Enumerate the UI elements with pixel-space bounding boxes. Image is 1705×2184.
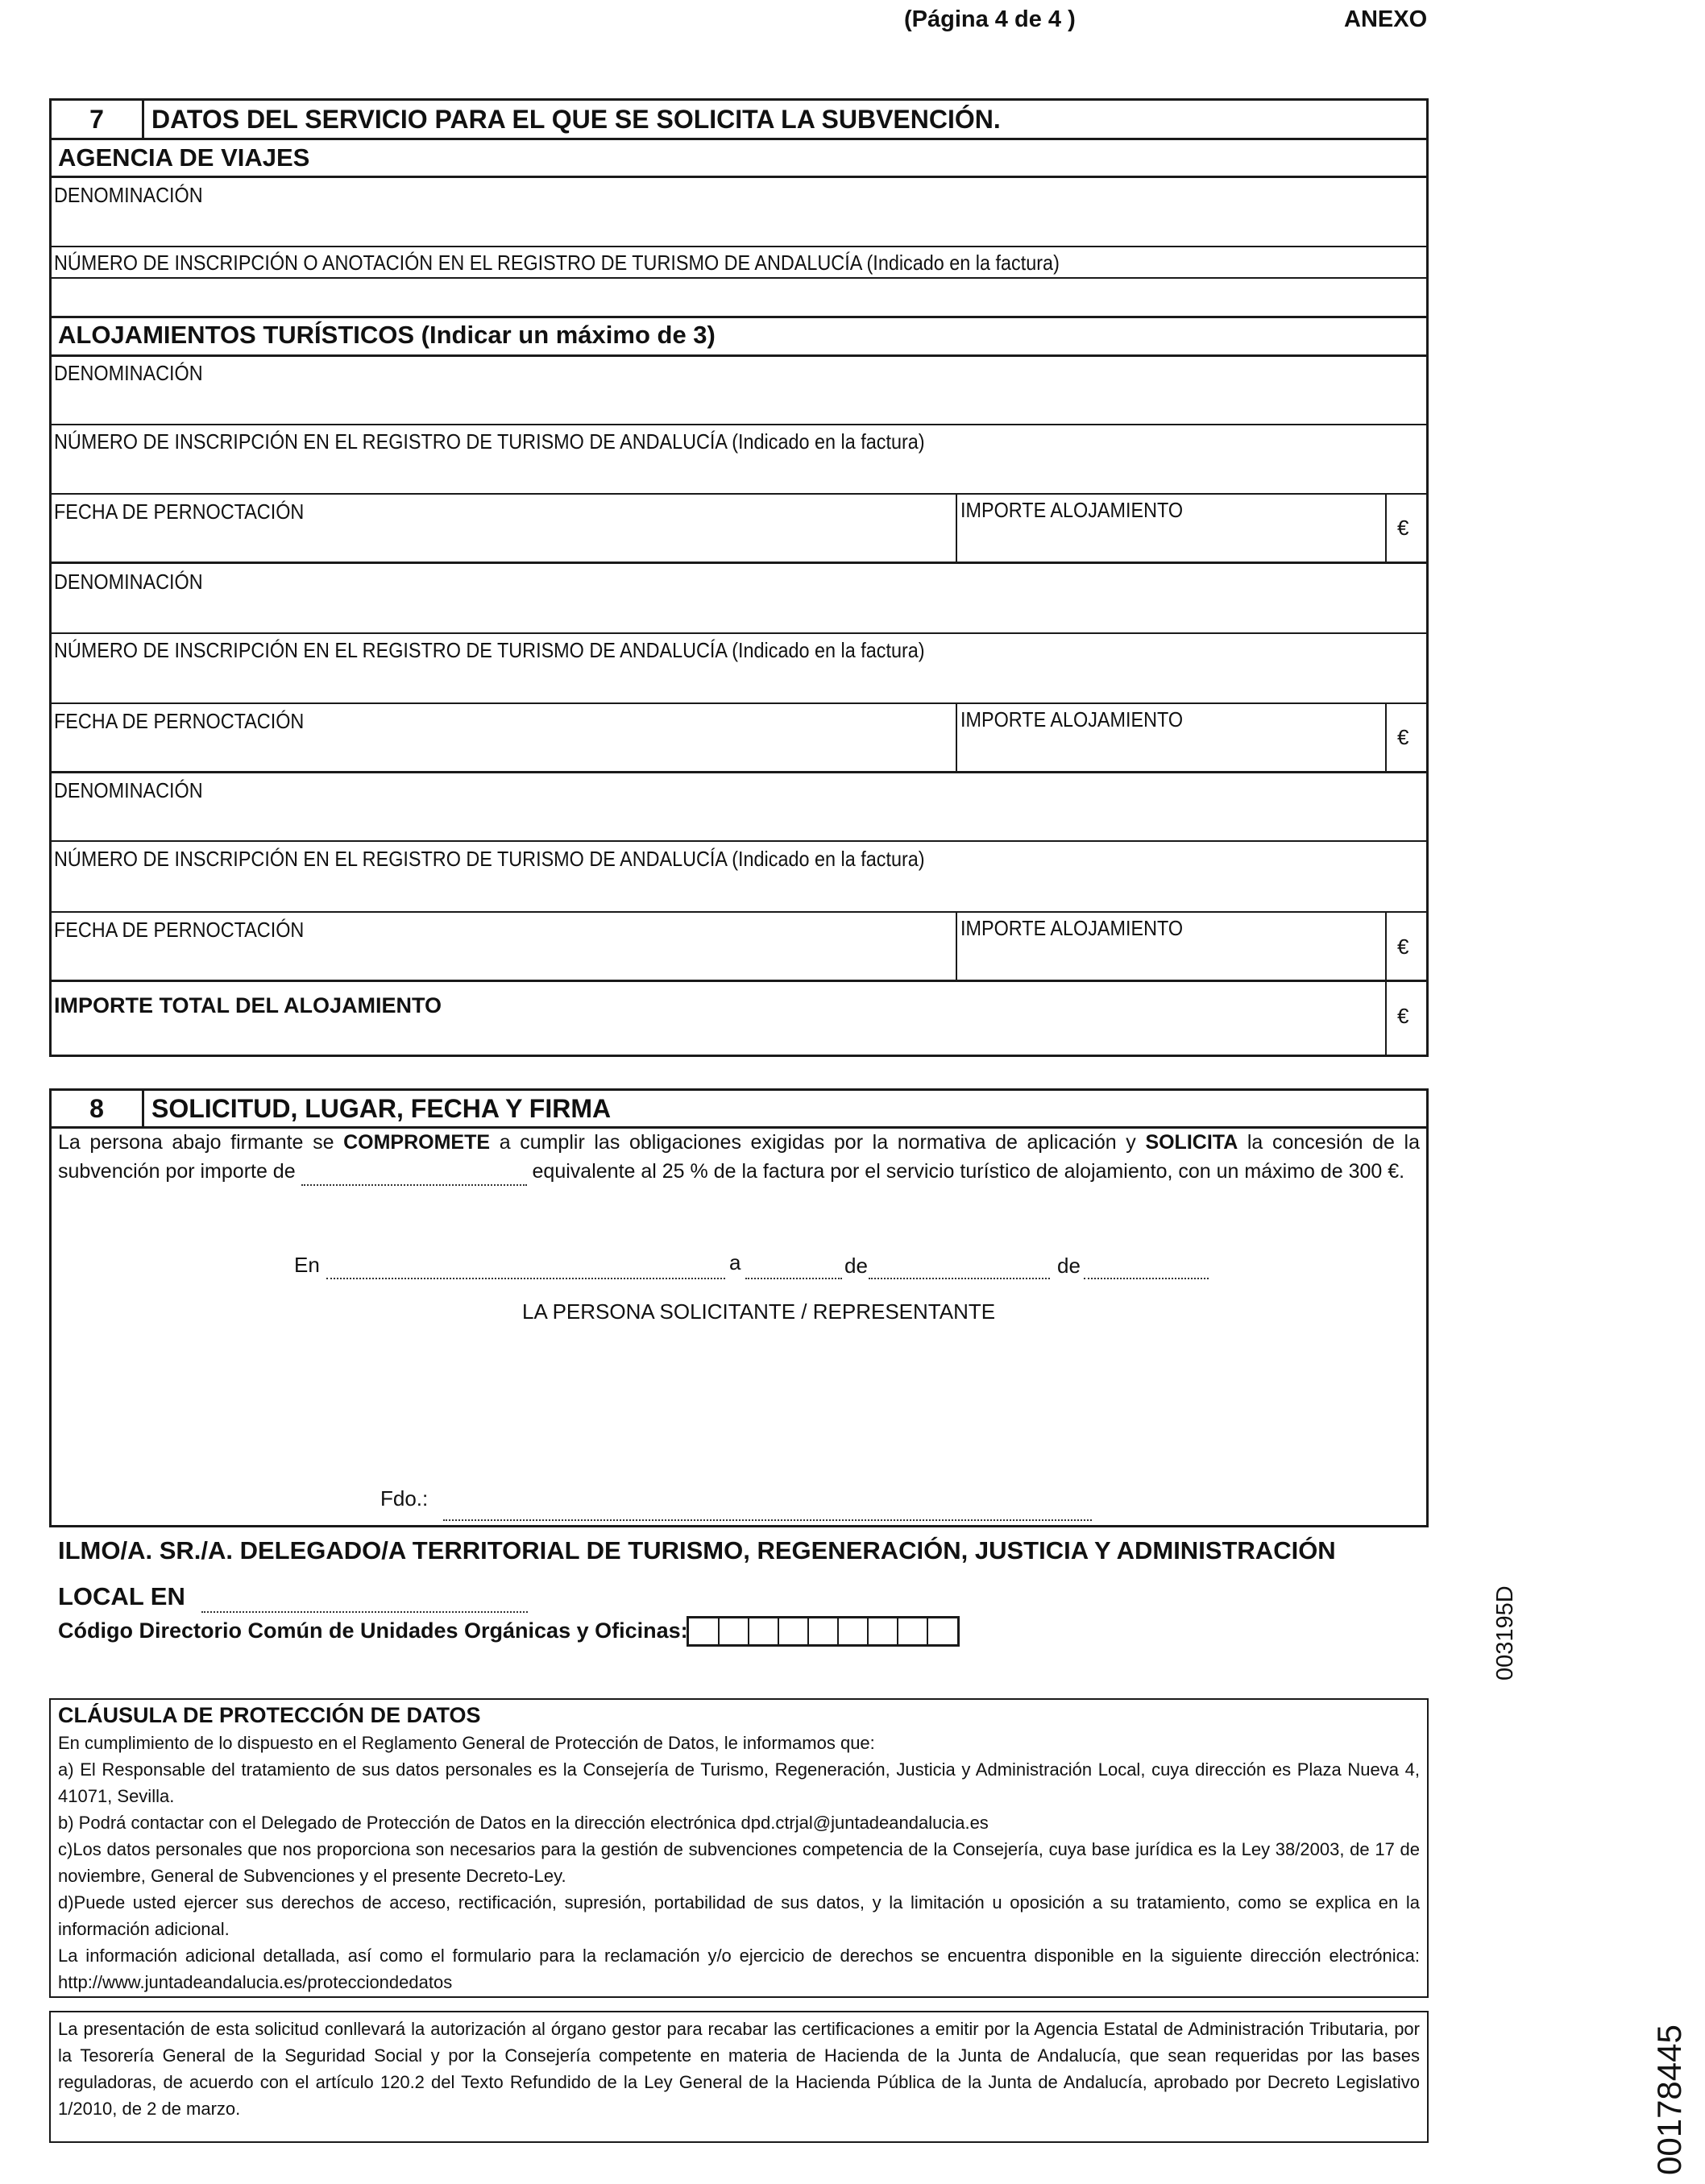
dp-line-1: a) El Responsable del tratamiento de sus datos personales es la Consejería de Turismo, Regeneración, Justicia y Administración Local, cuya dirección es Plaza Nueva 4, 41071, Sevilla. (58, 1759, 1420, 1806)
en-label: En (294, 1253, 320, 1277)
data-protection-title: CLÁUSULA DE PROTECCIÓN DE DATOS (58, 1703, 481, 1727)
localidad-field[interactable] (201, 1595, 528, 1613)
alojamiento-3-importe-label: IMPORTE ALOJAMIENTO (960, 916, 1184, 940)
alojamiento-3-denominacion-label: DENOMINACIÓN (54, 778, 203, 802)
dp-line-0: En cumplimiento de lo dispuesto en el Reglamento General de Protección de Datos, le informamos que: (58, 1733, 875, 1753)
dp-line-5: La información adicional detallada, así como el formulario para la reclamación y/o ejercicio de derechos se encuentra disponible en la siguiente dirección electrónica: http://www.juntadeandalucia.es/protecciondedatos (58, 1946, 1420, 1992)
alojamiento-3-fecha-label: FECHA DE PERNOCTACIÓN (54, 918, 305, 942)
alojamiento-1-inscripcion-label: NÚMERO DE INSCRIPCIÓN EN EL REGISTRO DE TURISMO DE ANDALUCÍA (Indicado en la factura) (54, 429, 925, 454)
alojamiento-2-inscripcion-label: NÚMERO DE INSCRIPCIÓN EN EL REGISTRO DE TURISMO DE ANDALUCÍA (Indicado en la factura) (54, 638, 925, 662)
dp-line-2: b) Podrá contactar con el Delegado de Protección de Datos en la dirección electrónica dpd.ctrjal@juntadeandalucia.es (58, 1813, 989, 1833)
code-box-divider (867, 1618, 869, 1644)
dp-line-4: d)Puede usted ejercer sus derechos de acceso, rectificación, supresión, portabilidad de sus datos, y la limitación u oposición a su tratamiento, como se explica en la información adicional. (58, 1892, 1420, 1939)
alojamiento-2-importe-label: IMPORTE ALOJAMIENTO (960, 707, 1184, 731)
section-8-title: SOLICITUD, LUGAR, FECHA Y FIRMA (151, 1094, 612, 1123)
section-7-title: DATOS DEL SERVICIO PARA EL QUE SE SOLICITA LA SUBVENCIÓN. (151, 105, 1001, 134)
alojamiento-3-inscripcion-label: NÚMERO DE INSCRIPCIÓN EN EL REGISTRO DE TURISMO DE ANDALUCÍA (Indicado en la factura) (54, 847, 925, 871)
section-8-number: 8 (89, 1094, 104, 1123)
alojamiento-1-importe-label: IMPORTE ALOJAMIENTO (960, 498, 1184, 522)
alojamiento-3-currency: € (1397, 935, 1409, 959)
signer-label: LA PERSONA SOLICITANTE / REPRESENTANTE (522, 1299, 996, 1324)
agencia-denominacion-label: DENOMINACIÓN (54, 183, 203, 207)
alojamiento-1-currency: € (1397, 516, 1409, 540)
code-boxes[interactable] (687, 1616, 960, 1647)
anexo-label: ANEXO (1344, 6, 1428, 32)
addressee-line1: ILMO/A. SR./A. DELEGADO/A TERRITORIAL DE TURISMO, REGENERACIÓN, JUSTICIA Y ADMINISTRACIÓN (58, 1536, 1336, 1564)
importe-total-label: IMPORTE TOTAL DEL ALOJAMIENTO (54, 993, 442, 1017)
addressee-line2: LOCAL EN (58, 1582, 185, 1610)
code-box-divider (718, 1618, 720, 1644)
a-label: a (729, 1250, 741, 1274)
alojamientos-title: ALOJAMIENTOS TURÍSTICOS (Indicar un máximo de 3) (58, 321, 716, 349)
firma-field[interactable] (443, 1503, 1092, 1521)
code-box-divider (748, 1618, 749, 1644)
data-protection-text (58, 1730, 1420, 1995)
fdo-label: Fdo.: (380, 1486, 429, 1511)
de2-label: de (1057, 1254, 1081, 1278)
code-box-divider (897, 1618, 898, 1644)
mes-field[interactable] (869, 1262, 1050, 1279)
importe-total-currency: € (1397, 1004, 1409, 1028)
solicitud-text: La persona abajo firmante se COMPROMETE a cumplir las obligaciones exigidas por la normativa de aplicación y SOLICITA la concesión de la subvención por importe de equivalente al 25 % de la factura por el servicio turístico de alojamiento, con un máximo de 300 €. (58, 1128, 1420, 1186)
lugar-field[interactable] (326, 1262, 725, 1279)
code-box-divider (807, 1618, 809, 1644)
section-7-number: 7 (89, 105, 104, 134)
dp-line-3: c)Los datos personales que nos proporciona son necesarios para la gestión de subvenciones competencia de la Consejería, cuya base jurídica es la Ley 38/2003, de 17 de noviembre, General de Subvenciones y el presente Decreto-Ley. (58, 1839, 1420, 1886)
code-label: Código Directorio Común de Unidades Orgánicas y Oficinas: (58, 1618, 688, 1643)
side-code-2: 00178445 (1650, 2024, 1688, 2175)
anio-field[interactable] (1084, 1262, 1209, 1279)
de1-label: de (844, 1254, 868, 1278)
agencia-title: AGENCIA DE VIAJES (58, 143, 310, 172)
side-code: 003195D (1492, 1585, 1518, 1680)
alojamiento-1-fecha-label: FECHA DE PERNOCTACIÓN (54, 499, 305, 524)
footer-note: La presentación de esta solicitud conllevará la autorización al órgano gestor para recabar las certificaciones a emitir por la Agencia Estatal de Administración Tributaria, por la Tesorería General de la Seguridad Social y por la Consejería competente en materia de Hacienda de la Junta de Andalucía, que sean requeridas por las bases reguladoras, de acuerdo con el artículo 120.2 del Texto Refundido de la Ley General de la Hacienda Pública de la Junta de Andalucía, aprobado por Decreto Legislativo 1/2010, de 2 de marzo. (58, 2019, 1420, 2119)
alojamiento-2-denominacion-label: DENOMINACIÓN (54, 570, 203, 594)
agencia-inscripcion-label: NÚMERO DE INSCRIPCIÓN O ANOTACIÓN EN EL REGISTRO DE TURISMO DE ANDALUCÍA (Indicado en la factura) (54, 251, 1060, 275)
alojamiento-2-fecha-label: FECHA DE PERNOCTACIÓN (54, 709, 305, 733)
section-7-box (49, 98, 1429, 1057)
code-box-divider (837, 1618, 839, 1644)
dia-field[interactable] (745, 1262, 842, 1279)
alojamiento-1-denominacion-label: DENOMINACIÓN (54, 361, 203, 385)
code-box-divider (927, 1618, 928, 1644)
alojamiento-2-currency: € (1397, 725, 1409, 749)
importe-field[interactable] (301, 1165, 527, 1186)
page-indicator: (Página 4 de 4 ) (904, 6, 1076, 32)
code-box-divider (778, 1618, 779, 1644)
